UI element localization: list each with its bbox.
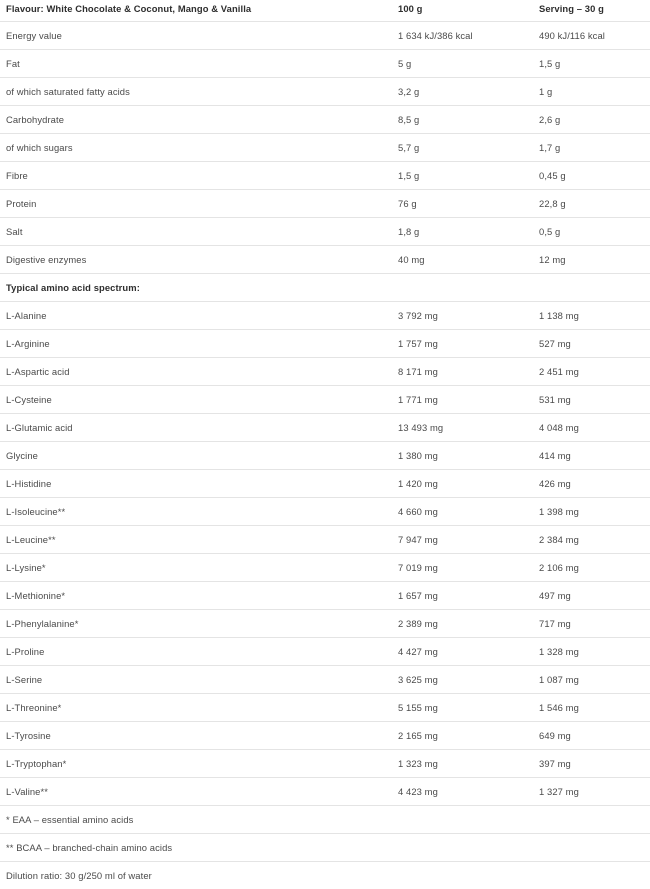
amino-acid-name: L-Aspartic acid [0, 358, 392, 386]
amino-acid-row [0, 386, 650, 414]
value-per-serving: 490 kJ/116 kcal [533, 22, 650, 50]
value-per-100g: 2 389 mg [392, 610, 533, 638]
value-per-100g: 40 mg [392, 246, 533, 274]
value-per-serving: 649 mg [533, 722, 650, 750]
value-per-100g: 8 171 mg [392, 358, 533, 386]
value-per-100g: 1,8 g [392, 218, 533, 246]
flavour-header: Flavour: White Chocolate & Coconut, Mango & Vanilla [0, 0, 392, 22]
nutrition-row [0, 106, 650, 134]
amino-acid-row [0, 554, 650, 582]
value-per-serving: 1,5 g [533, 50, 650, 78]
amino-acid-name: L-Lysine* [0, 554, 392, 582]
value-per-serving: 4 048 mg [533, 414, 650, 442]
amino-acid-name: L-Glutamic acid [0, 414, 392, 442]
value-per-serving: 717 mg [533, 610, 650, 638]
footnote-text: * EAA – essential amino acids [0, 806, 650, 834]
value-per-100g: 3,2 g [392, 78, 533, 106]
footnote-row [0, 834, 650, 862]
value-per-100g: 1 634 kJ/386 kcal [392, 22, 533, 50]
per-100g-header: 100 g [392, 0, 533, 22]
amino-acid-row [0, 526, 650, 554]
amino-acid-name: L-Tyrosine [0, 722, 392, 750]
value-per-100g: 1 420 mg [392, 470, 533, 498]
value-per-100g: 7 019 mg [392, 554, 533, 582]
amino-acid-name: L-Valine** [0, 778, 392, 806]
value-per-100g: 1 657 mg [392, 582, 533, 610]
amino-acid-name: L-Serine [0, 666, 392, 694]
amino-acid-name: L-Histidine [0, 470, 392, 498]
value-per-serving: 22,8 g [533, 190, 650, 218]
value-per-serving: 1 328 mg [533, 638, 650, 666]
nutrient-name: Fat [0, 50, 392, 78]
nutrient-name: Energy value [0, 22, 392, 50]
nutrient-name: Fibre [0, 162, 392, 190]
amino-acid-row [0, 330, 650, 358]
value-per-serving: 0,45 g [533, 162, 650, 190]
amino-acid-row [0, 442, 650, 470]
value-per-serving: 397 mg [533, 750, 650, 778]
amino-acid-name: Glycine [0, 442, 392, 470]
value-per-100g: 8,5 g [392, 106, 533, 134]
amino-acid-row [0, 750, 650, 778]
value-per-100g: 4 427 mg [392, 638, 533, 666]
value-per-100g: 5,7 g [392, 134, 533, 162]
value-per-100g: 76 g [392, 190, 533, 218]
per-serving-header: Serving – 30 g [533, 0, 650, 22]
amino-acid-row [0, 414, 650, 442]
value-per-100g: 1,5 g [392, 162, 533, 190]
amino-acid-name: L-Leucine** [0, 526, 392, 554]
nutrition-row [0, 246, 650, 274]
amino-acid-name: L-Phenylalanine* [0, 610, 392, 638]
value-per-100g: 4 423 mg [392, 778, 533, 806]
amino-acid-row [0, 498, 650, 526]
value-per-100g: 1 323 mg [392, 750, 533, 778]
value-per-100g: 1 757 mg [392, 330, 533, 358]
value-per-serving: 2 451 mg [533, 358, 650, 386]
nutrient-name: Digestive enzymes [0, 246, 392, 274]
value-per-100g: 3 792 mg [392, 302, 533, 330]
nutrient-name: Protein [0, 190, 392, 218]
amino-section-row [0, 274, 650, 302]
nutrient-name: Salt [0, 218, 392, 246]
value-per-serving: 2 106 mg [533, 554, 650, 582]
value-per-100g: 7 947 mg [392, 526, 533, 554]
footnote-text: ** BCAA – branched-chain amino acids [0, 834, 650, 862]
amino-acid-name: L-Alanine [0, 302, 392, 330]
empty-cell [533, 274, 650, 302]
amino-acid-name: L-Threonine* [0, 694, 392, 722]
amino-acid-row [0, 638, 650, 666]
amino-acid-name: L-Proline [0, 638, 392, 666]
nutrition-row [0, 162, 650, 190]
value-per-serving: 1,7 g [533, 134, 650, 162]
amino-acid-row [0, 722, 650, 750]
value-per-serving: 414 mg [533, 442, 650, 470]
value-per-serving: 2,6 g [533, 106, 650, 134]
nutrient-name: of which saturated fatty acids [0, 78, 392, 106]
value-per-serving: 1 g [533, 78, 650, 106]
amino-acid-row [0, 302, 650, 330]
nutrition-row [0, 50, 650, 78]
nutrition-row [0, 218, 650, 246]
value-per-serving: 426 mg [533, 470, 650, 498]
value-per-100g: 1 380 mg [392, 442, 533, 470]
value-per-100g: 4 660 mg [392, 498, 533, 526]
nutrition-row [0, 190, 650, 218]
nutrient-name: Carbohydrate [0, 106, 392, 134]
amino-acid-row [0, 666, 650, 694]
value-per-100g: 2 165 mg [392, 722, 533, 750]
value-per-serving: 1 087 mg [533, 666, 650, 694]
footnote-text: Dilution ratio: 30 g/250 ml of water [0, 862, 650, 889]
nutrient-name: of which sugars [0, 134, 392, 162]
empty-cell [392, 274, 533, 302]
amino-acid-row [0, 358, 650, 386]
amino-acid-name: L-Cysteine [0, 386, 392, 414]
value-per-serving: 1 327 mg [533, 778, 650, 806]
amino-acid-row [0, 694, 650, 722]
amino-acid-name: L-Tryptophan* [0, 750, 392, 778]
value-per-serving: 1 546 mg [533, 694, 650, 722]
amino-acid-row [0, 470, 650, 498]
table-header-row [0, 0, 650, 22]
value-per-serving: 531 mg [533, 386, 650, 414]
footnote-row [0, 862, 650, 889]
value-per-serving: 2 384 mg [533, 526, 650, 554]
value-per-serving: 497 mg [533, 582, 650, 610]
amino-acid-name: L-Arginine [0, 330, 392, 358]
value-per-100g: 13 493 mg [392, 414, 533, 442]
value-per-100g: 5 g [392, 50, 533, 78]
value-per-100g: 5 155 mg [392, 694, 533, 722]
nutrition-row [0, 22, 650, 50]
amino-section-heading: Typical amino acid spectrum: [0, 274, 392, 302]
value-per-100g: 3 625 mg [392, 666, 533, 694]
value-per-serving: 0,5 g [533, 218, 650, 246]
amino-acid-row [0, 610, 650, 638]
amino-acid-row [0, 778, 650, 806]
nutrition-row [0, 134, 650, 162]
amino-acid-name: L-Isoleucine** [0, 498, 392, 526]
value-per-serving: 527 mg [533, 330, 650, 358]
value-per-serving: 12 mg [533, 246, 650, 274]
amino-acid-row [0, 582, 650, 610]
value-per-serving: 1 138 mg [533, 302, 650, 330]
footnote-row [0, 806, 650, 834]
amino-acid-name: L-Methionine* [0, 582, 392, 610]
nutrition-row [0, 78, 650, 106]
value-per-100g: 1 771 mg [392, 386, 533, 414]
value-per-serving: 1 398 mg [533, 498, 650, 526]
